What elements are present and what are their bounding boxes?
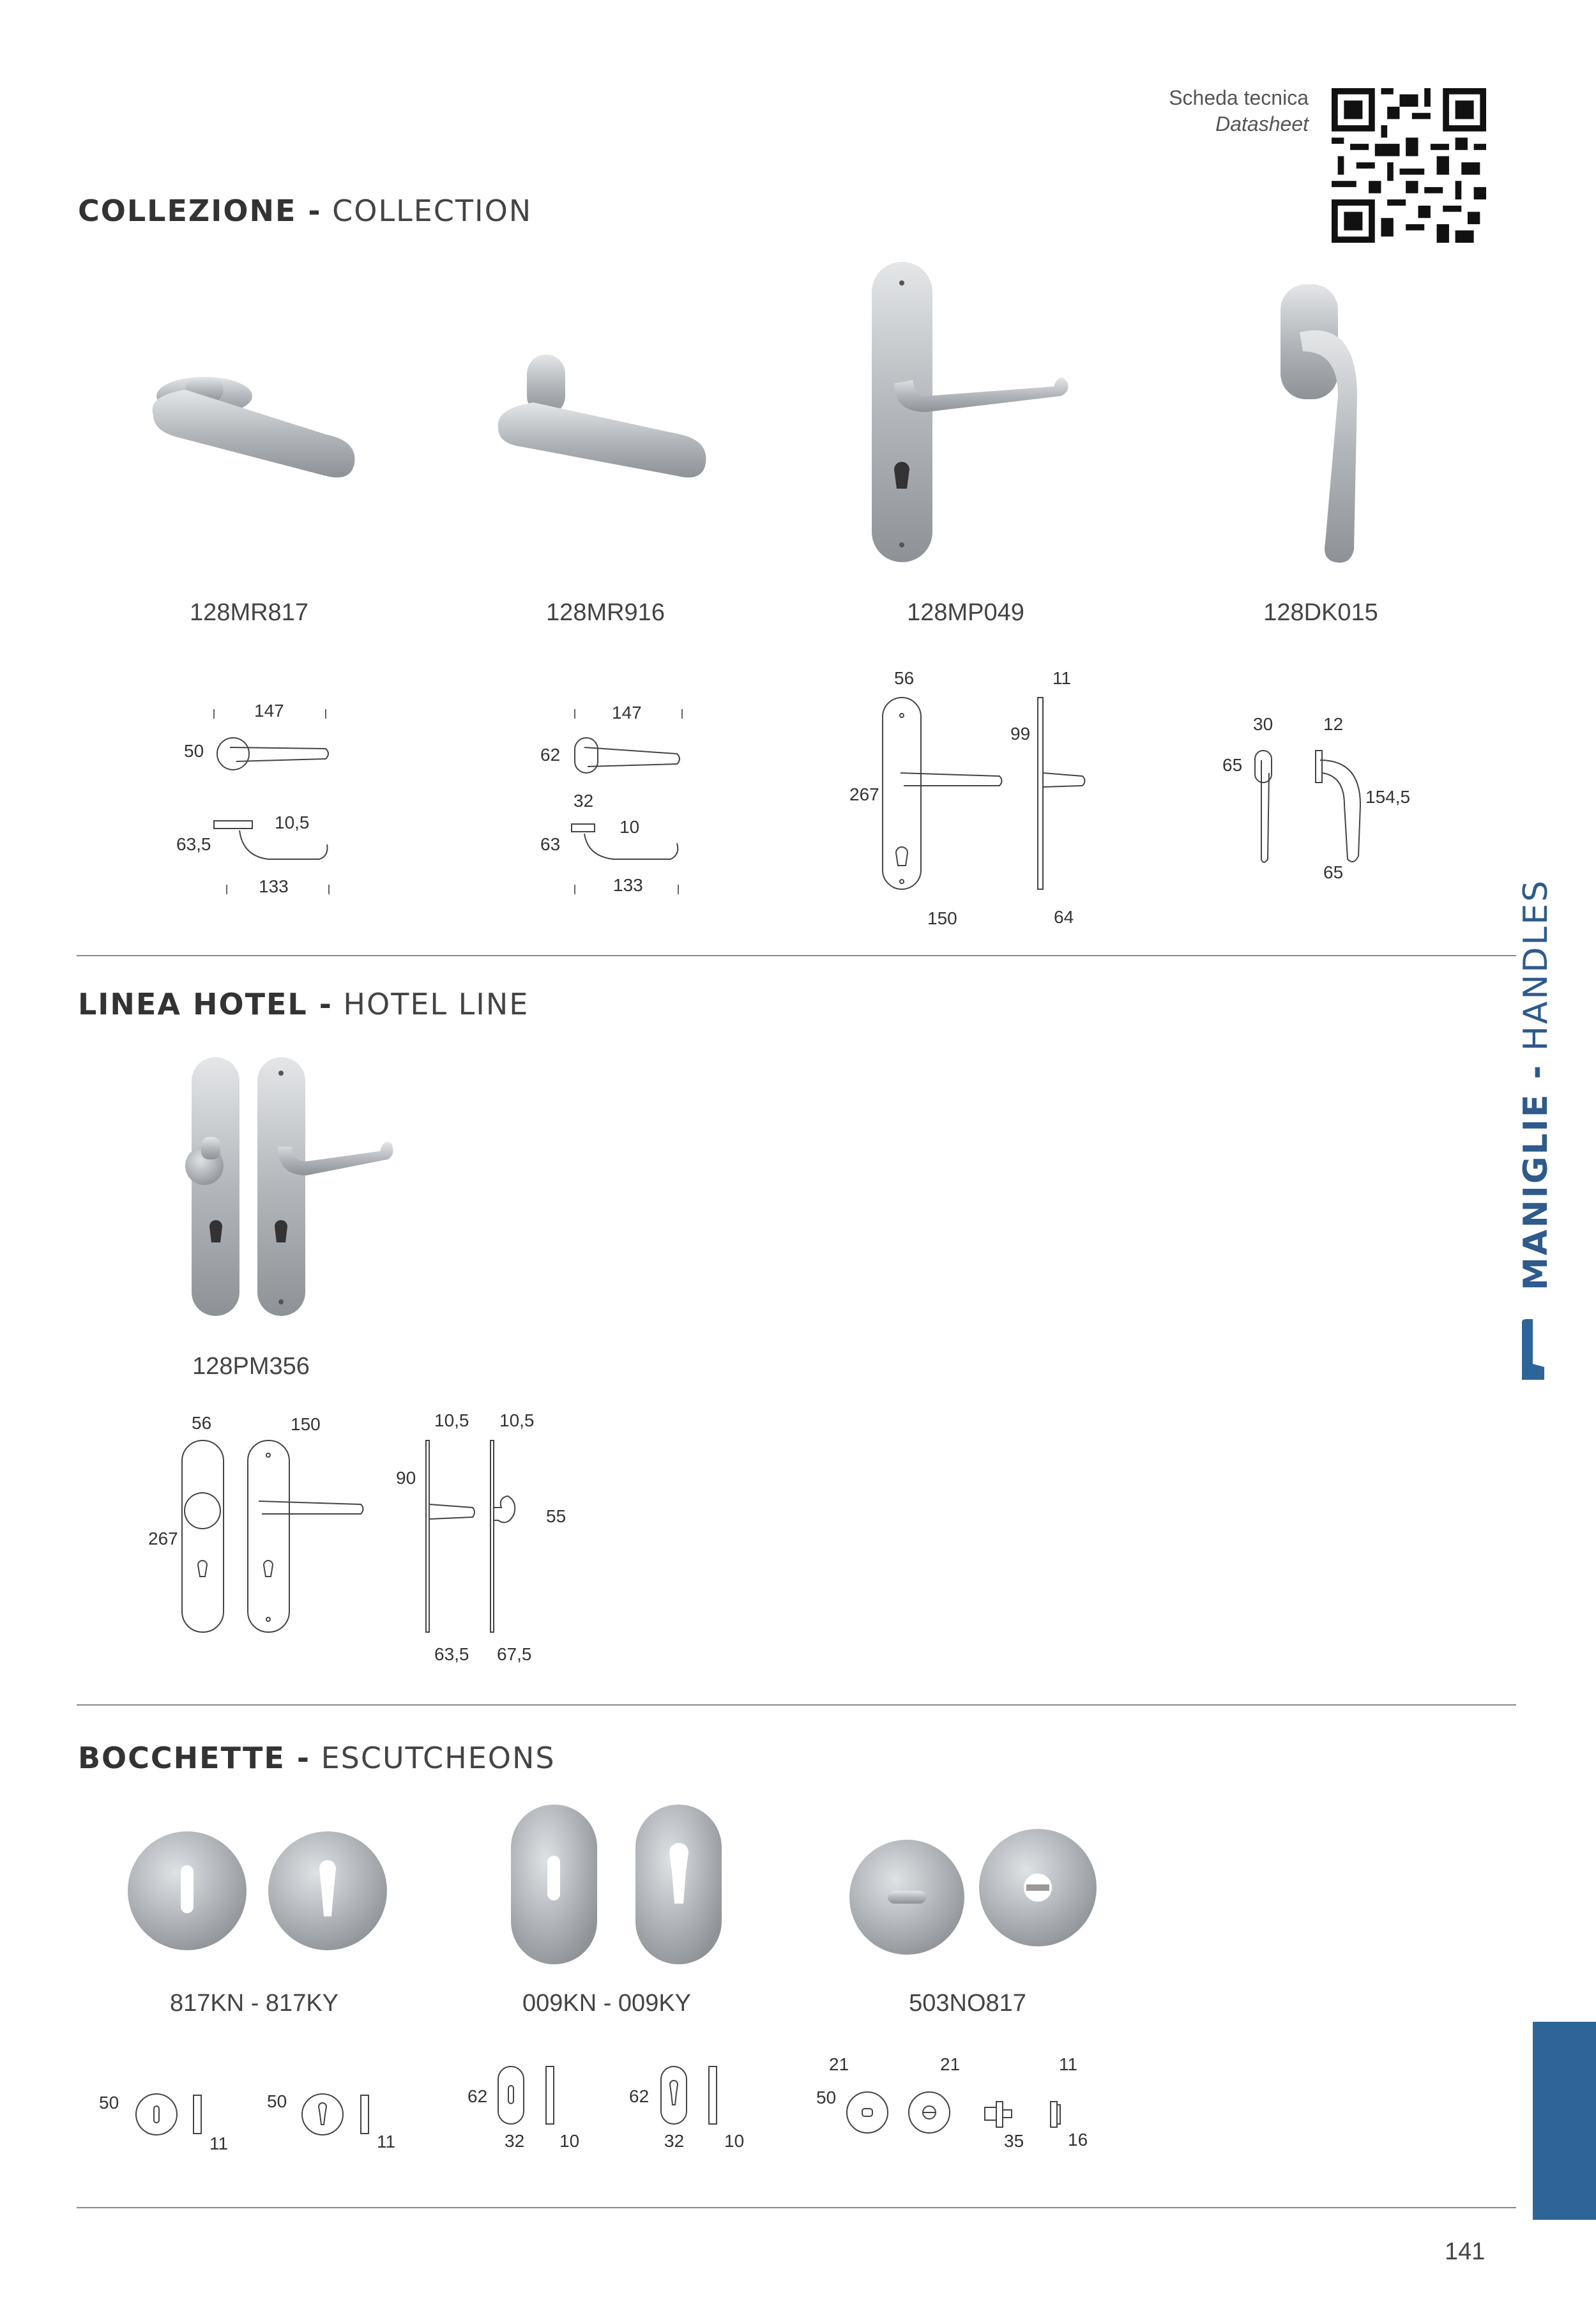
dim-label: 65 <box>1323 862 1344 882</box>
datasheet-label: Scheda tecnica <box>1169 86 1309 109</box>
section-title-escutcheons: BOCCHETTE - ESCUTCHEONS <box>78 1741 556 1775</box>
section-tab <box>1533 2022 1596 2220</box>
dim-label: 11 <box>1059 2054 1078 2074</box>
dim-label: 64 <box>1054 907 1074 927</box>
product-code: 009KN - 009KY <box>522 1990 692 2017</box>
dim-label: 32 <box>664 2131 685 2151</box>
product-image-128dk015 <box>1274 281 1389 569</box>
dim-label: 11 <box>377 2132 396 2151</box>
dim-label: 21 <box>940 2054 961 2074</box>
dim-label: 10 <box>619 817 640 837</box>
tech-drawing-128mp049 <box>875 671 1098 926</box>
dim-label: 63,5 <box>176 834 211 854</box>
dim-label: 56 <box>894 668 915 688</box>
dim-label: 32 <box>505 2131 525 2151</box>
product-code: 128MP049 <box>907 599 1024 626</box>
tech-drawing-128mr817 <box>192 703 351 894</box>
product-image-128mr817 <box>134 345 364 485</box>
product-image-009kn-009ky <box>508 1801 725 1967</box>
dim-label: 150 <box>291 1414 321 1434</box>
dim-label: 50 <box>184 741 204 761</box>
product-image-128mr916 <box>489 351 718 485</box>
divider <box>77 1704 1516 1706</box>
dim-label: 21 <box>829 2054 849 2074</box>
dim-label: 133 <box>259 876 289 896</box>
dim-label: 62 <box>467 2086 488 2106</box>
dim-label: 10 <box>559 2131 580 2151</box>
sidebar-category-label: MANIGLIE - HANDLES <box>1517 878 1555 1290</box>
dim-label: 10,5 <box>434 1410 469 1430</box>
section-title-hotel: LINEA HOTEL - HOTEL LINE <box>78 987 529 1021</box>
page-number: 141 <box>1445 2238 1486 2265</box>
dim-label: 63 <box>540 834 561 854</box>
dim-label: 50 <box>99 2093 119 2112</box>
product-image-503no817 <box>846 1827 1102 1955</box>
product-image-128pm356 <box>188 1054 399 1322</box>
dim-label: 10 <box>724 2131 745 2151</box>
product-image-128mp049 <box>869 259 1073 565</box>
dim-label: 67,5 <box>497 1644 532 1664</box>
dim-label: 35 <box>1004 2131 1024 2151</box>
tech-drawing-009kn-009ky <box>495 2060 738 2143</box>
product-code: 817KN - 817KY <box>169 1990 339 2017</box>
dim-label: 90 <box>396 1468 416 1488</box>
product-image-817kn-817ky <box>125 1827 393 1955</box>
dim-label: 99 <box>1010 724 1031 744</box>
dim-label: 50 <box>267 2091 287 2111</box>
dim-label: 133 <box>613 875 643 895</box>
product-code: 128DK015 <box>1263 599 1378 626</box>
product-code: 503NO817 <box>909 1990 1026 2017</box>
dim-label: 30 <box>1253 714 1273 734</box>
dim-label: 56 <box>192 1413 212 1433</box>
dim-label: 62 <box>540 745 561 765</box>
qr-code-icon[interactable] <box>1332 88 1486 243</box>
tech-drawing-817kn-817ky <box>128 2082 402 2159</box>
product-code: 128MR916 <box>546 599 665 626</box>
dim-label: 63,5 <box>434 1644 469 1664</box>
dim-label: 11 <box>1053 668 1072 688</box>
tech-drawing-128pm356 <box>179 1437 575 1642</box>
dim-label: 50 <box>816 2088 837 2107</box>
divider <box>77 2207 1516 2208</box>
dim-label: 267 <box>148 1529 178 1548</box>
dim-label: 32 <box>574 791 594 811</box>
dim-label: 147 <box>254 701 284 721</box>
dim-label: 150 <box>927 908 957 928</box>
dim-label: 147 <box>612 703 642 722</box>
tech-drawing-128dk015 <box>1249 735 1376 875</box>
product-code: 128MR817 <box>190 599 308 626</box>
dim-label: 154,5 <box>1365 787 1411 807</box>
section-title-collection: COLLEZIONE - COLLECTION <box>78 194 533 228</box>
datasheet-label-en: Datasheet <box>1215 112 1309 135</box>
dim-label: 12 <box>1323 714 1344 734</box>
dim-label: 62 <box>629 2086 650 2106</box>
product-code: 128PM356 <box>192 1353 310 1380</box>
dim-label: 10,5 <box>275 813 310 832</box>
dim-label: 65 <box>1222 755 1243 775</box>
handle-logo-icon <box>1519 1319 1547 1380</box>
tech-drawing-503no817 <box>843 2079 1086 2150</box>
dim-label: 11 <box>209 2134 229 2153</box>
dim-label: 267 <box>849 784 879 804</box>
dim-label: 10,5 <box>499 1410 535 1430</box>
dim-label: 55 <box>546 1506 566 1526</box>
divider <box>77 955 1516 956</box>
dim-label: 16 <box>1068 2130 1088 2150</box>
